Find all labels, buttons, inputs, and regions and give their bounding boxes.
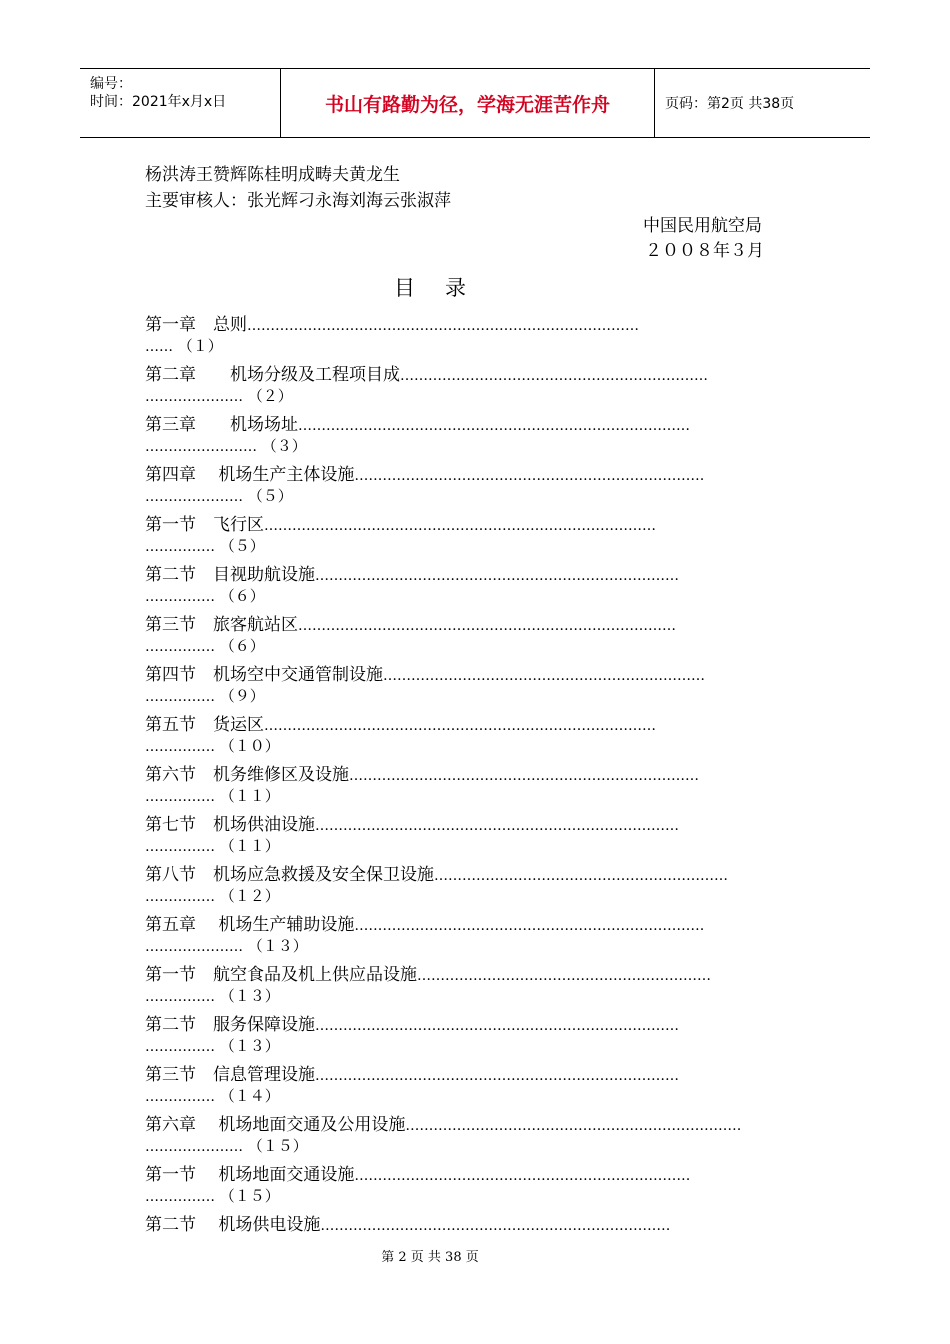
toc-leader-dots: …………… — [145, 639, 215, 655]
toc-entry-page: （６） — [219, 587, 265, 605]
toc-entry[interactable] — [145, 510, 810, 560]
toc-leader-dots: ………………… — [145, 389, 243, 405]
toc-leader-dots: ……………………………………………………………………… — [298, 618, 676, 634]
toc-leader-dots: …………… — [145, 989, 215, 1005]
toc-leader-dots: …………… — [145, 889, 215, 905]
toc-entry-line1 — [145, 810, 679, 834]
toc-entry[interactable] — [145, 460, 810, 510]
toc-entry[interactable] — [145, 1110, 810, 1160]
toc-leader-dots: ………………… — [145, 939, 243, 955]
toc-entry-page: （１３） — [219, 1037, 280, 1055]
toc-entry-line1 — [145, 1010, 679, 1034]
toc-leader-dots: ………………………………………………………… — [400, 368, 708, 384]
toc-entry-line2 — [145, 635, 265, 659]
toc-leader-dots: …………………………………………………………… — [383, 668, 705, 684]
toc-leader-dots: …………………………………………………………………… — [315, 1018, 679, 1034]
toc-entry-label: 第二节 目视助航设施 — [145, 565, 315, 584]
toc-entry-page: （１３） — [247, 937, 308, 955]
toc-entry-line1 — [145, 1210, 670, 1234]
toc-entry-line2 — [145, 535, 265, 559]
toc-entry[interactable] — [145, 660, 810, 710]
toc-leader-dots: ……………………………………………………… — [434, 868, 728, 884]
toc-entry[interactable] — [145, 860, 810, 910]
toc-leader-dots: …………… — [145, 1189, 215, 1205]
toc-entry-label: 第五节 货运区 — [145, 715, 264, 734]
toc-leader-dots: ……………………………………………………… — [417, 968, 711, 984]
toc-entry[interactable] — [145, 560, 810, 610]
toc-entry-label: 第二节 服务保障设施 — [145, 1015, 315, 1034]
header-motto: 书山有路勤为径，学海无涯苦作舟 — [324, 93, 610, 116]
toc-entry-line2 — [145, 935, 308, 959]
toc-entry-page: （１５） — [247, 1137, 308, 1155]
toc-entry-line1 — [145, 410, 690, 434]
toc-entry-line1 — [145, 1160, 690, 1184]
toc-entry-line1 — [145, 860, 728, 884]
toc-entry[interactable] — [145, 760, 810, 810]
toc-entry-line2 — [145, 1135, 308, 1159]
toc-entry[interactable] — [145, 1010, 810, 1060]
toc-entry[interactable] — [145, 1160, 810, 1210]
toc-leader-dots: …………… — [145, 589, 215, 605]
toc-entry-label: 第六节 机务维修区及设施 — [145, 765, 349, 784]
toc-entry-line2 — [145, 435, 307, 459]
toc-entry-label: 第四章 机场生产主体设施 — [145, 465, 355, 484]
toc-entry[interactable] — [145, 410, 810, 460]
toc-entry[interactable] — [145, 360, 810, 410]
toc-title-part-1: 目 — [394, 276, 415, 300]
toc-leader-dots: …………………………………………………………………… — [315, 818, 679, 834]
toc-entry-line2 — [145, 685, 265, 709]
page-header — [80, 68, 870, 138]
toc-entry-page: （９） — [219, 687, 265, 705]
toc-entry-page: （３） — [261, 437, 307, 455]
toc-entry-label: 第七节 机场供油设施 — [145, 815, 315, 834]
toc-leader-dots: …………… — [145, 839, 215, 855]
toc-entry-label: 第一节 飞行区 — [145, 515, 264, 534]
toc-entry[interactable] — [145, 310, 810, 360]
toc-leader-dots: ……………………………………………………………… — [354, 1168, 691, 1184]
toc-leader-dots: …………………… — [145, 439, 257, 455]
toc-entry-page: （１１） — [219, 787, 280, 805]
toc-entry-label: 第二章 机场分级及工程项目成 — [145, 365, 400, 384]
toc-leader-dots: ………………………………………………………………………… — [247, 318, 639, 334]
toc-entry-line2 — [145, 335, 223, 359]
toc-entry-line1 — [145, 960, 711, 984]
toc-entry-page: （１２） — [219, 887, 280, 905]
toc-leader-dots: ………………………………………………………………… — [354, 468, 705, 484]
toc-entry-line1 — [145, 510, 656, 534]
toc-entry-page: （５） — [247, 487, 293, 505]
toc-entry-line2 — [145, 385, 293, 409]
toc-entry-label: 第三节 信息管理设施 — [145, 1065, 315, 1084]
toc-entry-line1 — [145, 660, 705, 684]
toc-leader-dots: …… — [145, 339, 173, 355]
toc-leader-dots: ………………………………………………………………………… — [264, 718, 656, 734]
toc-entry-line1 — [145, 310, 639, 334]
toc-entry-line1 — [145, 1060, 679, 1084]
toc-entry[interactable] — [145, 610, 810, 660]
toc-entry-label: 第五章 机场生产辅助设施 — [145, 915, 355, 934]
authors-line: 杨洪涛王赞辉陈桂明成畴夫黄龙生 — [145, 165, 400, 185]
toc-title-part-2: 录 — [445, 276, 466, 300]
toc-entry-line1 — [145, 610, 676, 634]
issue-date: ２００８年３月 — [645, 241, 764, 261]
toc-entry-line1 — [145, 760, 699, 784]
toc-entry-label: 第四节 机场空中交通管制设施 — [145, 665, 383, 684]
toc-entry[interactable] — [145, 910, 810, 960]
toc-entry-label: 第六章 机场地面交通及公用设施 — [145, 1115, 406, 1134]
toc-entry-page: （１５） — [219, 1187, 280, 1205]
toc-entry-page: （１１） — [219, 837, 280, 855]
toc-entry-line1 — [145, 710, 656, 734]
toc-entry-page: （５） — [219, 537, 265, 555]
date-label: 时间：2021年x月x日 — [90, 94, 227, 110]
toc-leader-dots: ………………………………………………………………… — [320, 1218, 671, 1234]
toc-entry-page: （１３） — [219, 987, 280, 1005]
toc-entry-page: （１０） — [219, 737, 280, 755]
toc-entry[interactable] — [145, 810, 810, 860]
toc-entry-label: 第二节 机场供电设施 — [145, 1215, 321, 1234]
toc-leader-dots: ………………… — [145, 1139, 243, 1155]
toc-leader-dots: …………… — [145, 789, 215, 805]
toc-leader-dots: ………………… — [145, 489, 243, 505]
toc-entry-label: 第八节 机场应急救援及安全保卫设施 — [145, 865, 434, 884]
toc-entry-line2 — [145, 835, 280, 859]
toc-entry[interactable] — [145, 960, 810, 1010]
toc-entry-label: 第一节 机场地面交通设施 — [145, 1165, 355, 1184]
toc-entry-line1 — [145, 910, 704, 934]
toc-leader-dots: ………………………………………………………………………… — [298, 418, 690, 434]
toc-entry-label: 第一节 航空食品及机上供应品设施 — [145, 965, 417, 984]
toc-leader-dots: …………… — [145, 1089, 215, 1105]
toc-leader-dots: …………… — [145, 739, 215, 755]
reviewers-line: 主要审核人：张光辉刁永海刘海云张淑萍 — [145, 191, 451, 211]
toc-leader-dots: …………… — [145, 1039, 215, 1055]
header-meta — [80, 69, 280, 137]
toc-entry-label: 第一章 总则 — [145, 315, 247, 334]
toc-entry-page: （１４） — [219, 1087, 280, 1105]
table-of-contents — [145, 310, 810, 1260]
toc-leader-dots: ………………………………………………………………………… — [264, 518, 656, 534]
toc-entry-line2 — [145, 735, 280, 759]
page-footer: 第 2 页 共 38 页 — [381, 1250, 479, 1265]
toc-entry-page: （２） — [247, 387, 293, 405]
issuer: 中国民用航空局 — [643, 216, 762, 236]
toc-entry-page: （１） — [177, 337, 223, 355]
toc-entry-line2 — [145, 585, 265, 609]
toc-entry-line1 — [145, 460, 704, 484]
toc-leader-dots: ……………………………………………………………… — [405, 1118, 742, 1134]
toc-entry-line2 — [145, 885, 280, 909]
toc-entry-line2 — [145, 985, 280, 1009]
toc-title — [0, 272, 860, 302]
toc-entry-label: 第三章 机场场址 — [145, 415, 298, 434]
toc-entry-line1 — [145, 360, 708, 384]
toc-leader-dots: ………………………………………………………………… — [349, 768, 699, 784]
toc-entry[interactable] — [145, 710, 810, 760]
toc-entry-label: 第三节 旅客航站区 — [145, 615, 298, 634]
toc-leader-dots: …………… — [145, 689, 215, 705]
toc-leader-dots: ………………………………………………………………… — [354, 918, 705, 934]
number-label: 编号： — [90, 76, 132, 92]
toc-entry-line2 — [145, 1035, 280, 1059]
toc-entry-line2 — [145, 1085, 280, 1109]
toc-entry[interactable] — [145, 1060, 810, 1110]
toc-leader-dots: …………………………………………………………………… — [315, 1068, 679, 1084]
toc-entry-line1 — [145, 1110, 741, 1134]
toc-entry-page: （６） — [219, 637, 265, 655]
toc-entry-line2 — [145, 485, 293, 509]
toc-entry-line2 — [145, 785, 280, 809]
toc-leader-dots: …………… — [145, 539, 215, 555]
header-page-info: 页码：第2页 共38页 — [665, 96, 795, 112]
toc-entry-line2 — [145, 1185, 280, 1209]
toc-entry-line1 — [145, 560, 679, 584]
toc-leader-dots: …………………………………………………………………… — [315, 568, 679, 584]
